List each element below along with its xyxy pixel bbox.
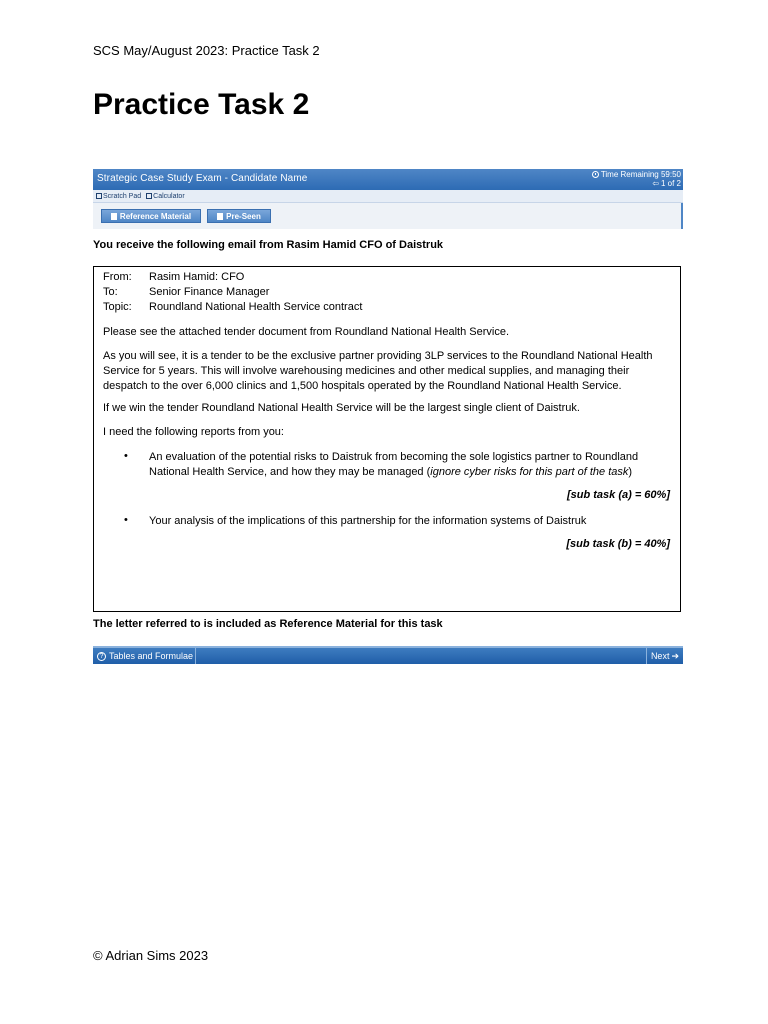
scratch-pad-label: Scratch Pad [103, 192, 142, 200]
email-paragraph-1: Please see the attached tender document from Roundland National Health Service. [103, 326, 510, 338]
sub-task-a-weight: [sub task (a) = 60%] [566, 489, 670, 501]
from-label: From: [103, 271, 132, 283]
email-paragraph-2: As you will see, it is a tender to be the exclusive partner providing 3LP services to the Roundland National Health Service for 5 years. This will involve warehousing medicines and other medical supplies, and managing their despatch to the over 6,000 clinics and 1,500 hospitals operated by the Roundland National Health Service. [103, 350, 653, 392]
exam-bottom-bar [93, 646, 683, 664]
clock-icon [592, 171, 599, 178]
time-remaining-text: Time Remaining 59:50 [600, 170, 681, 179]
document-header: SCS May/August 2023: Practice Task 2 [93, 43, 320, 58]
calculator-label: Calculator [153, 192, 185, 200]
tools-bar [93, 190, 683, 203]
to-value: Senior Finance Manager [149, 286, 270, 298]
calculator-icon [146, 193, 152, 199]
pre-seen-button[interactable] [207, 209, 271, 223]
reference-note: The letter referred to is included as Reference Material for this task [93, 618, 443, 630]
exam-buttons-row [93, 203, 683, 229]
tables-formulae-label: Tables and Formulae [109, 651, 194, 661]
sub-task-b-weight: [sub task (b) = 40%] [566, 538, 670, 550]
reference-material-label: Reference Material [119, 211, 192, 221]
copyright: © Adrian Sims 2023 [93, 948, 209, 963]
exam-title: Strategic Case Study Exam - Candidate Name [97, 173, 308, 184]
document-icon [111, 213, 117, 220]
reference-material-button[interactable] [101, 209, 201, 223]
page-title: Practice Task 2 [93, 88, 310, 121]
exam-window-header [93, 169, 683, 229]
bullet-1-italic: ignore cyber risks for this part of the task [430, 466, 629, 478]
email-from-row [103, 271, 244, 283]
email-box [93, 266, 681, 612]
help-icon: ? [97, 652, 106, 661]
topic-label: Topic: [103, 301, 132, 313]
exam-titlebar [93, 169, 683, 190]
document-icon [217, 213, 223, 220]
bullet-2-text: Your analysis of the implications of this partnership for the information systems of Daistruk [149, 515, 587, 527]
tables-formulae-button[interactable] [95, 648, 196, 664]
bullet-1-main: An evaluation of the potential risks to Daistruk from becoming the sole logistics partner to Roundland National Health Service, and how they may be managed ( [149, 451, 639, 478]
page-indicator [652, 179, 681, 188]
email-paragraph-3: If we win the tender Roundland National Health Service will be the largest single client of Daistruk. [103, 402, 580, 414]
email-to-row [103, 286, 269, 298]
time-remaining [592, 170, 681, 179]
intro-text: You receive the following email from Rasim Hamid CFO of Daistruk [93, 239, 444, 251]
calculator-button[interactable] [146, 193, 185, 200]
bullet-1-end: ) [628, 466, 633, 478]
email-paragraph-4: I need the following reports from you: [103, 426, 284, 438]
pre-seen-label: Pre-Seen [226, 211, 261, 221]
from-value: Rasim Hamid: CFO [149, 271, 245, 283]
scratch-pad-icon [96, 193, 102, 199]
page-indicator-text: 1 of 2 [660, 179, 681, 188]
to-label: To: [103, 286, 118, 298]
bullet-1-text [149, 450, 673, 480]
bullet-2-symbol: • [124, 514, 128, 526]
bullet-1-symbol: • [124, 450, 128, 462]
next-label: Next [650, 651, 670, 661]
email-topic-row [103, 301, 362, 313]
topic-value: Roundland National Health Service contract [149, 301, 363, 313]
next-button[interactable] [646, 648, 683, 664]
scratch-pad-button[interactable] [96, 193, 141, 200]
arrow-right-icon: ➔ [671, 650, 679, 661]
pages-icon: ⇦ [652, 179, 659, 188]
